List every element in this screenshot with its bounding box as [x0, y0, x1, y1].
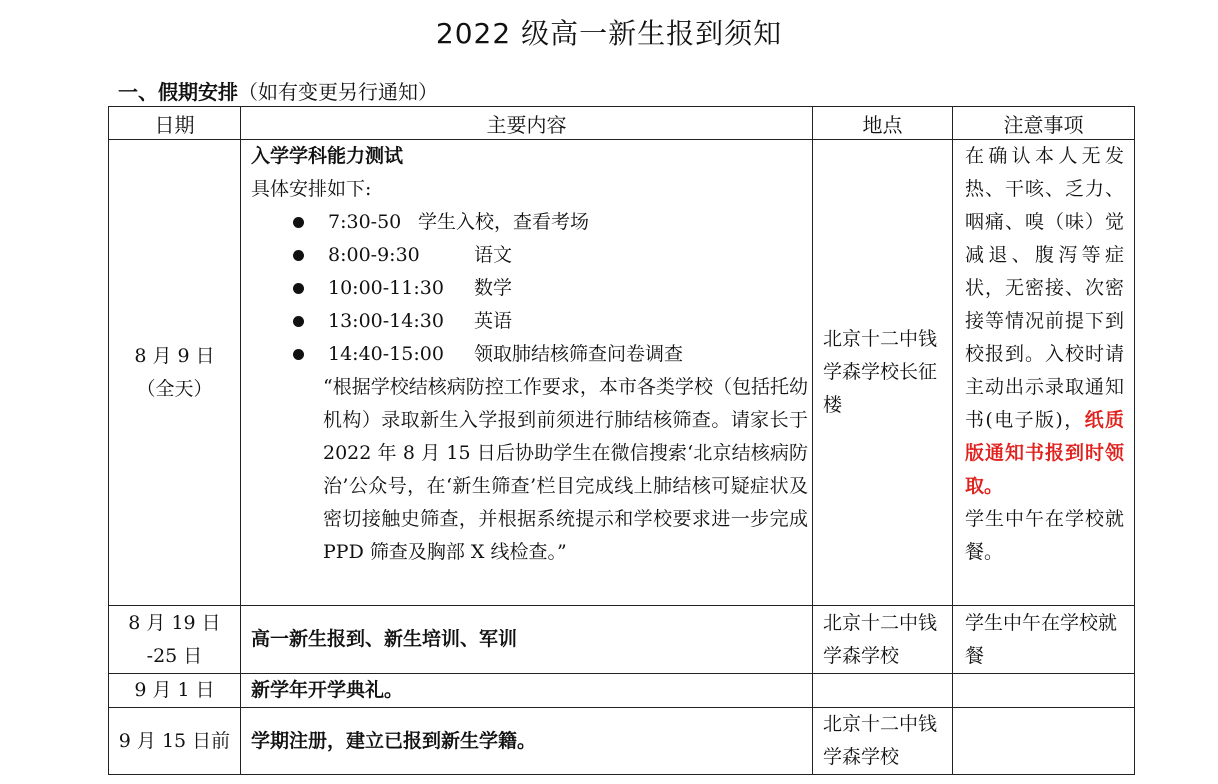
- content-cell: [241, 140, 813, 606]
- bullet-icon: [293, 349, 304, 360]
- content-cell: 学期注册，建立已报到新生学籍。: [241, 708, 813, 775]
- schedule-label: 领取肺结核筛查问卷调查: [474, 343, 684, 365]
- list-item: [251, 206, 812, 239]
- bullet-icon: [293, 316, 304, 327]
- bullet-icon: [293, 217, 304, 228]
- note-highlight: 纸质版通知书报到时领取。: [965, 409, 1124, 497]
- date-cell: [109, 140, 241, 606]
- date-line: -25 日: [146, 644, 203, 667]
- header-location: 地点: [813, 107, 953, 140]
- table-header-row: [109, 107, 1135, 140]
- notes-cell: [953, 708, 1135, 775]
- page-title: 2022 级高一新生报到须知: [435, 17, 783, 50]
- header-date: 日期: [109, 107, 241, 140]
- content-title: 入学学科能力测试: [251, 145, 404, 167]
- notes-cell: [953, 140, 1135, 606]
- schedule-time: 13:00-14:30: [328, 310, 444, 332]
- list-item: [251, 239, 812, 272]
- schedule-label: 学生入校，查看考场: [418, 211, 590, 233]
- notes-cell: [953, 674, 1135, 708]
- section-note: （如有变更另行通知）: [238, 80, 438, 104]
- note-text: 在确认本人无发热、干咳、乏力、咽痛、嗅（味）觉减退、腹泻等症状，无密接、次密接等情况前提下到校报到。入校时请主动出示录取通知书(电子版)，: [965, 145, 1124, 431]
- table-row: [109, 708, 1135, 775]
- content-intro: 具体安排如下:: [251, 178, 372, 200]
- location-cell: [813, 674, 953, 708]
- schedule-label: 英语: [474, 310, 513, 332]
- schedule-label: 语文: [474, 244, 513, 266]
- date-cell: 9 月 15 日前: [109, 708, 241, 775]
- list-item: [251, 272, 812, 305]
- header-notes: 注意事项: [953, 107, 1135, 140]
- content-cell: 高一新生报到、新生培训、军训: [241, 606, 813, 674]
- schedule-time: 8:00-9:30: [328, 244, 420, 266]
- bullet-icon: [293, 250, 304, 261]
- screening-quote: “根据学校结核病防控工作要求，本市各类学校（包括托幼机构）录取新生入学报到前须进行肺结核筛查。请家长于 2022 年 8 月 15 日后协助学生在微信搜索‘北京结核病防治’公众号，在‘新生筛查’栏目完成线上肺结核可疑症状及密切接触史筛查，并根据系统提示和学校要求进一步完成 PPD 筛查及胸部 X 线检查。”: [323, 376, 808, 563]
- notes-cell: 学生中午在学校就餐: [953, 606, 1135, 674]
- location-cell: 北京十二中钱学森学校: [813, 708, 953, 775]
- note-text: 学生中午在学校就餐。: [965, 508, 1124, 563]
- list-item: [251, 338, 812, 371]
- date-line: 8 月 19 日: [128, 611, 221, 634]
- schedule-table: [108, 106, 1135, 775]
- schedule-label: 数学: [474, 277, 513, 299]
- date-line: 8 月 9 日: [134, 344, 215, 367]
- section-title: 一、假期安排: [118, 80, 238, 104]
- content-cell: 新学年开学典礼。: [241, 674, 813, 708]
- date-cell: [109, 606, 241, 674]
- location-cell: 北京十二中钱学森学校长征楼: [813, 140, 953, 606]
- bullet-icon: [293, 283, 304, 294]
- section-heading: [118, 76, 438, 105]
- table-row: [109, 674, 1135, 708]
- table-row: [109, 606, 1135, 674]
- schedule-time: 10:00-11:30: [328, 277, 444, 299]
- location-cell: 北京十二中钱学森学校: [813, 606, 953, 674]
- date-line: （全天）: [136, 377, 213, 400]
- table-row: [109, 140, 1135, 606]
- schedule-time: 7:30-50: [328, 211, 402, 233]
- header-content: 主要内容: [241, 107, 813, 140]
- date-cell: 9 月 1 日: [109, 674, 241, 708]
- schedule-time: 14:40-15:00: [328, 343, 444, 365]
- list-item: [251, 305, 812, 338]
